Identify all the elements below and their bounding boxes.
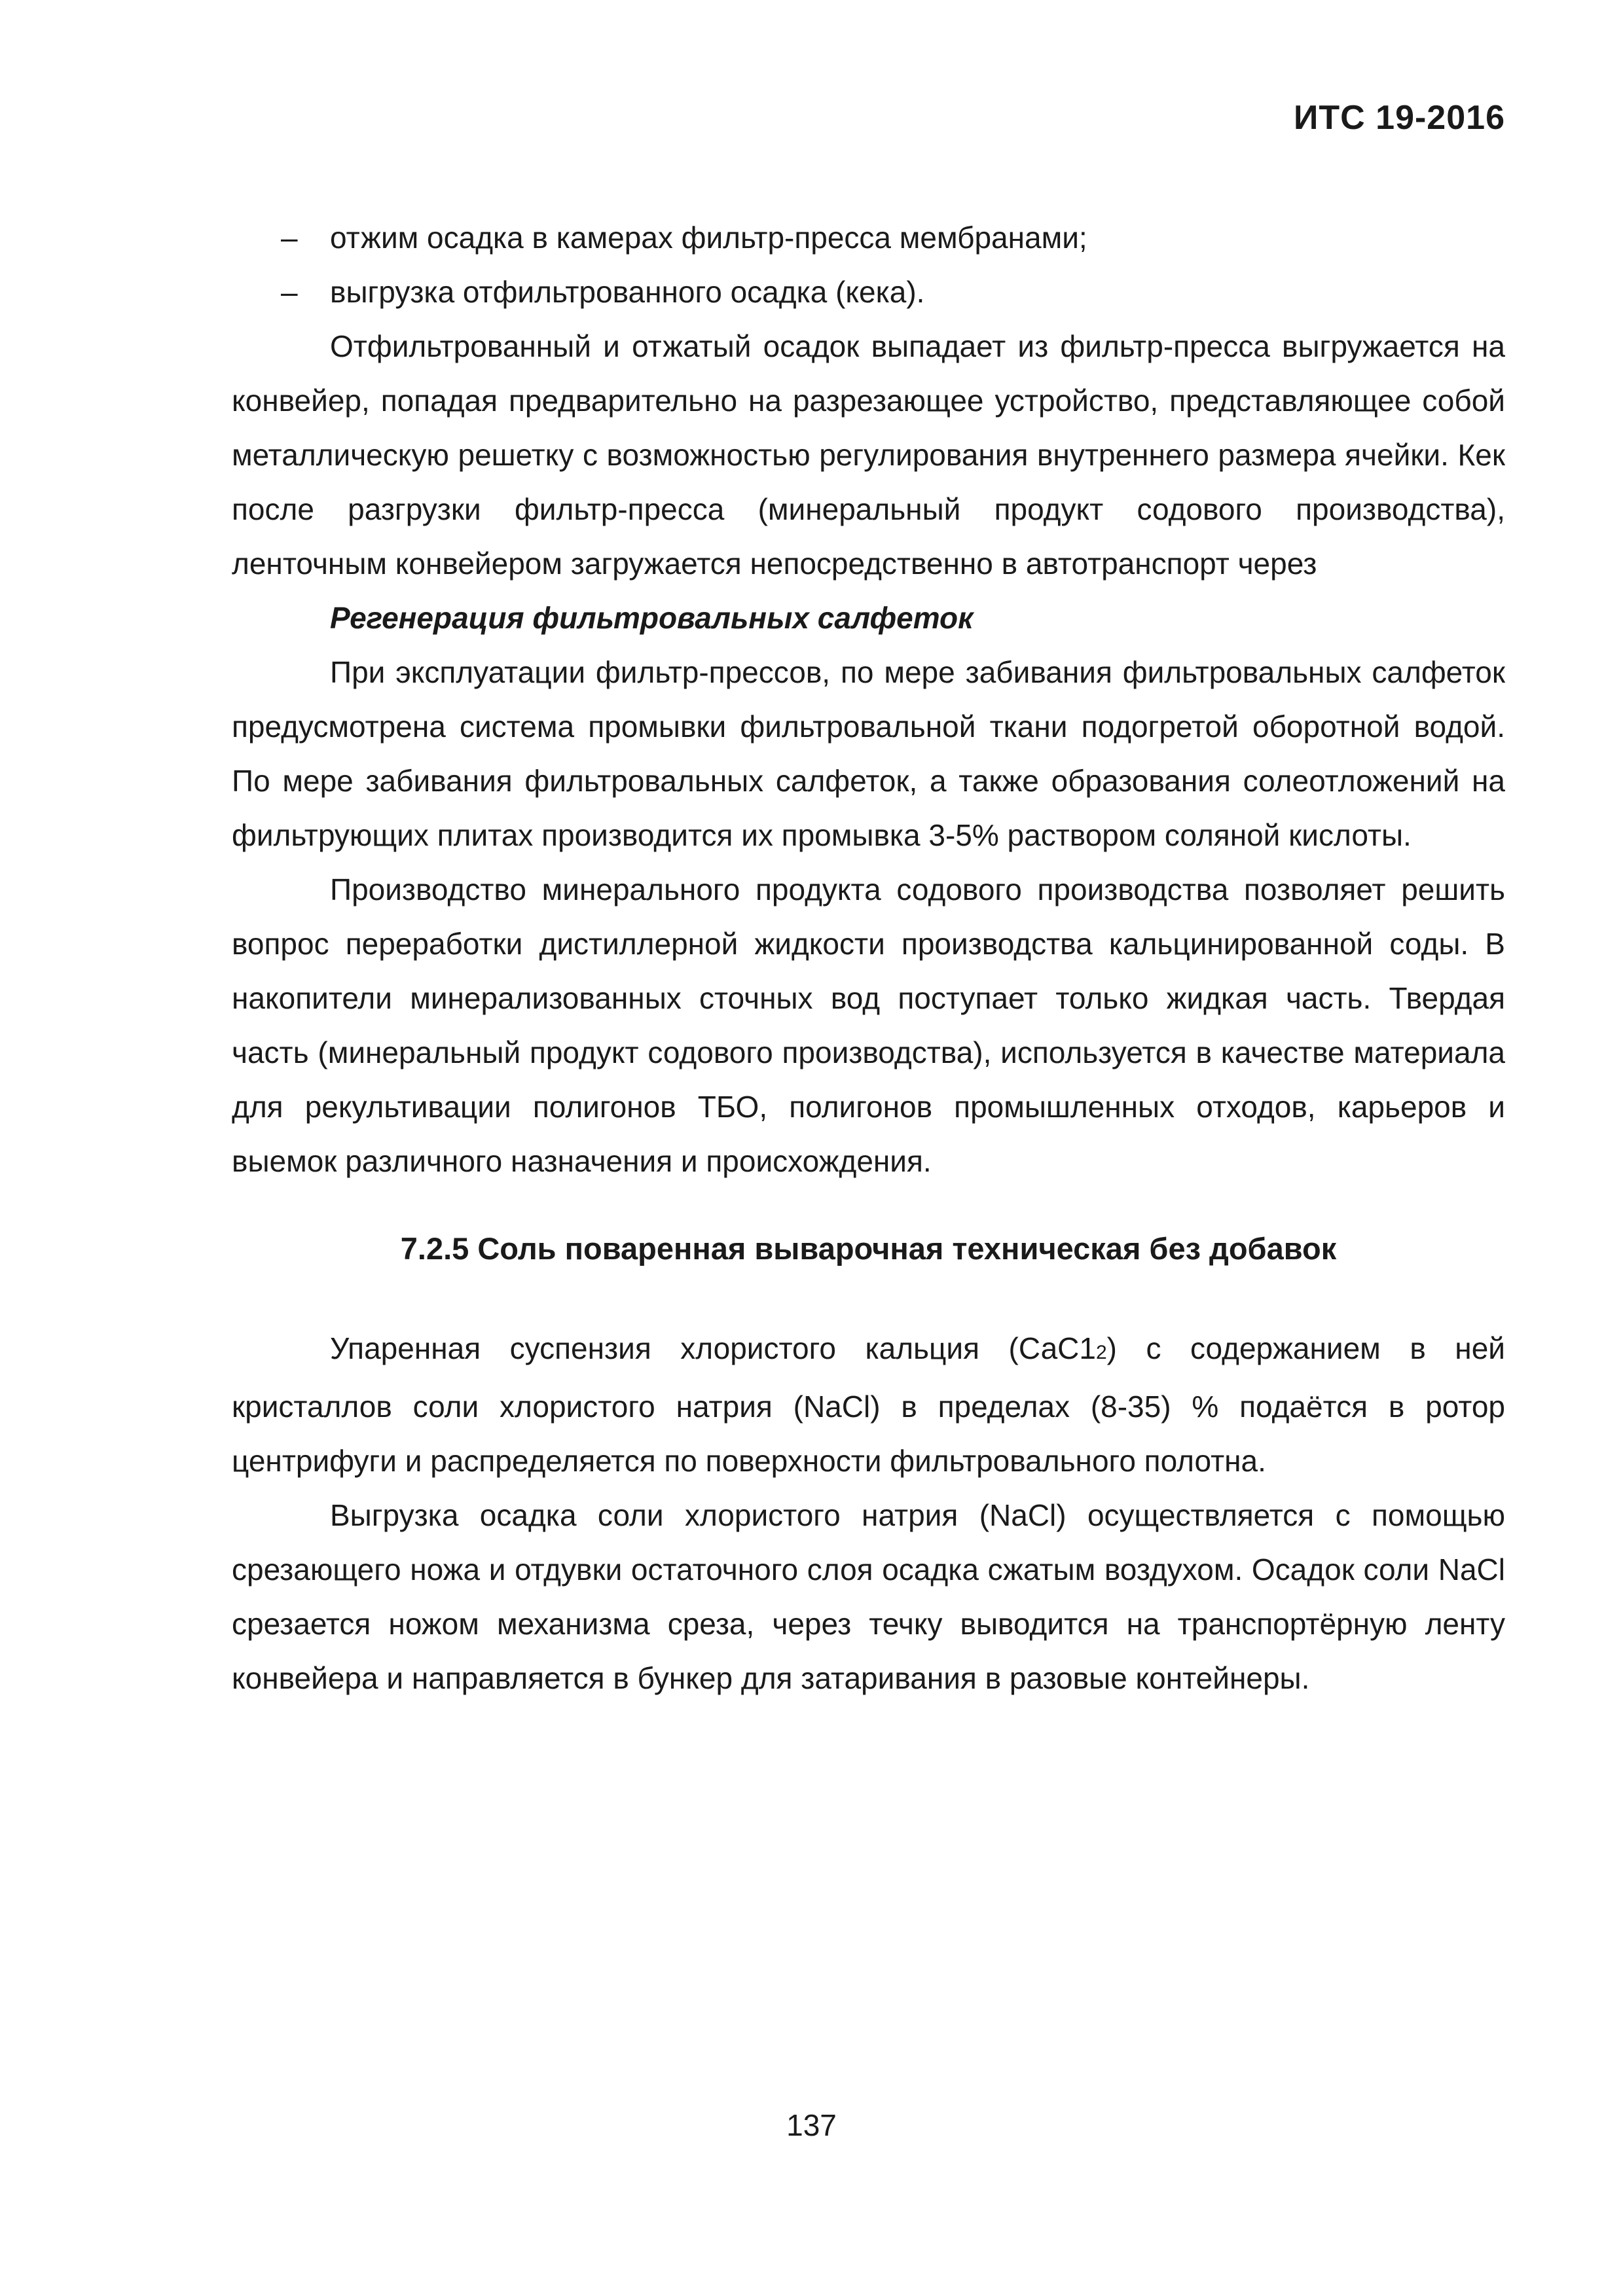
- paragraph-text: Упаренная суспензия хлористого кальция (СаС1: [330, 1331, 1096, 1365]
- paragraph: Отфильтрованный и отжатый осадок выпадает из фильтр-пресса выгружается на конвейер, попадая предварительно на разрезающее устройство, представляющее собой металлическую решетку с возможностью регулирования внутреннего размера ячейки. Кек после разгрузки фильтр-пресса (минеральный продукт содового производства), ленточным конвейером загружается непосредственно в автотранспорт через: [232, 329, 1505, 581]
- paragraph: При эксплуатации фильтр-прессов, по мере забивания фильтровальных салфеток предусмотрена система промывки фильтровальной ткани подогретой оборотной водой. По мере забивания фильтровальных салфеток, а также образования солеотложений на фильтрующих плитах производится их промывка 3-5% раствором соляной кислоты.: [232, 655, 1505, 852]
- list-item-text: выгрузка отфильтрованного осадка (кека).: [330, 275, 925, 309]
- paragraph: [232, 1321, 1505, 1488]
- dash-icon: –: [281, 221, 298, 255]
- subheading: Регенерация фильтровальных салфеток: [330, 601, 974, 635]
- page-number: 137: [786, 2108, 837, 2142]
- section-title: 7.2.5 Соль поваренная выварочная техническая без добавок: [400, 1231, 1337, 1266]
- formula-subscript: 2: [1095, 1342, 1107, 1363]
- list-item: [232, 265, 1505, 319]
- paragraph-text: ) с содержанием в ней кристаллов соли хлористого натрия (NaCl) в пределах (8-35) % подаётся в ротор центрифуги и распределяется по поверхности фильтровального полотна.: [232, 1331, 1505, 1478]
- list-item: [232, 211, 1505, 265]
- document-code: ИТС 19-2016: [1294, 99, 1505, 137]
- dash-icon: –: [281, 275, 298, 309]
- paragraph: Производство минерального продукта содового производства позволяет решить вопрос переработки дистиллерной жидкости производства кальцинированной соды. В накопители минерализованных сточных вод поступает только жидкая часть. Твердая часть (минеральный продукт содового производства), используется в качестве материала для рекультивации полигонов ТБО, полигонов промышленных отходов, карьеров и выемок различного назначения и происхождения.: [232, 872, 1505, 1178]
- page-body: [232, 211, 1505, 1706]
- paragraph: Выгрузка осадка соли хлористого натрия (NaCl) осуществляется с помощью срезающего ножа и отдувки остаточного слоя осадка сжатым воздухом. Осадок соли NaCl срезается ножом механизма среза, через течку выводится на транспортёрную ленту конвейера и направляется в бункер для затаривания в разовые контейнеры.: [232, 1498, 1505, 1695]
- list-item-text: отжим осадка в камерах фильтр-пресса мембранами;: [330, 221, 1087, 255]
